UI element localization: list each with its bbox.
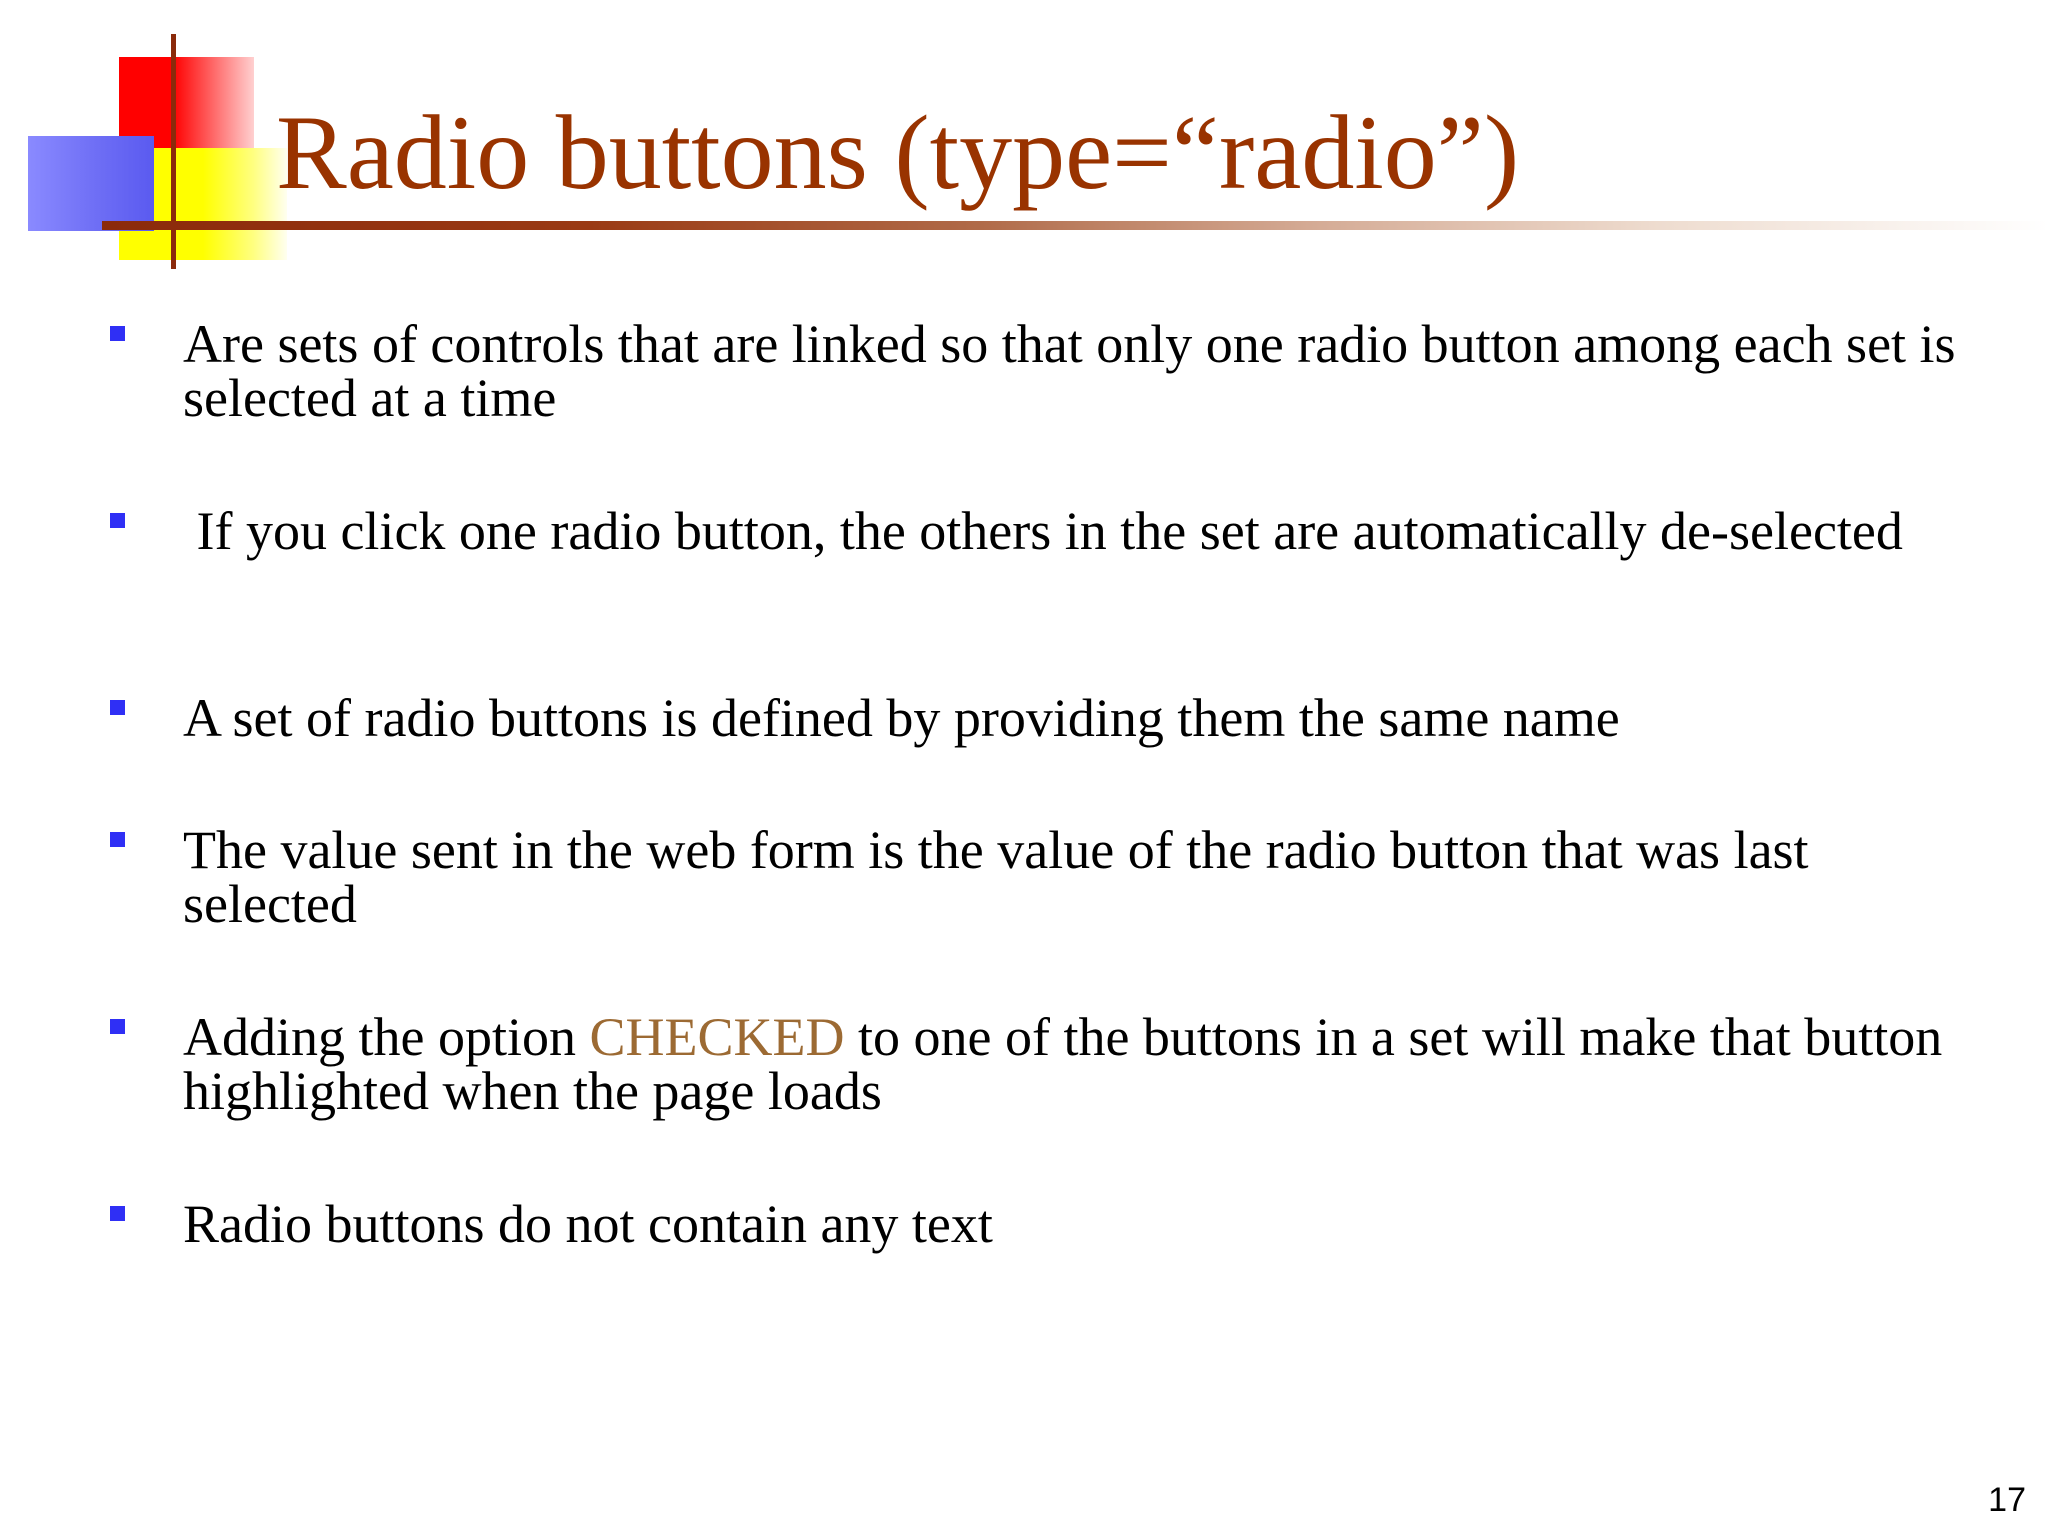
- bullet-square-icon: [110, 326, 125, 341]
- slide-title: Radio buttons (type=“radio”): [276, 94, 1520, 211]
- bullet-square-icon: [110, 832, 125, 847]
- bullet-item: [106, 1007, 1986, 1121]
- bullet-text-part: to one of the buttons in a set will make that button highlighted when the page loads: [183, 1007, 1943, 1121]
- bullet-text: [183, 1007, 1986, 1121]
- bullet-square-icon: [110, 700, 125, 715]
- bullet-item: [106, 314, 1986, 428]
- bullet-item: [106, 688, 1986, 748]
- bullet-text: Are sets of controls that are linked so that only one radio button among each set is selected at a time: [183, 314, 1956, 428]
- decor-blue-square: [28, 136, 154, 231]
- bullet-square-icon: [110, 513, 125, 528]
- bullet-text: The value sent in the web form is the value of the radio button that was last selected: [183, 820, 1809, 934]
- bullet-square-icon: [110, 1206, 125, 1221]
- title-underline: [102, 221, 2048, 230]
- keyword-checked: CHECKED: [589, 1007, 845, 1067]
- bullet-text: Radio buttons do not contain any text: [183, 1194, 993, 1254]
- bullet-text: If you click one radio button, the others in the set are automatically de-selected: [183, 501, 1903, 561]
- bullet-square-icon: [110, 1019, 125, 1034]
- slide-number: 17: [1988, 1481, 2026, 1519]
- bullet-text-part: Adding the option: [183, 1007, 590, 1067]
- bullet-item: [106, 820, 1986, 934]
- bullet-text: A set of radio buttons is defined by providing them the same name: [183, 688, 1620, 748]
- bullet-item: [106, 501, 1986, 561]
- bullet-item: [106, 1194, 1986, 1254]
- decor-vertical-line: [171, 34, 176, 269]
